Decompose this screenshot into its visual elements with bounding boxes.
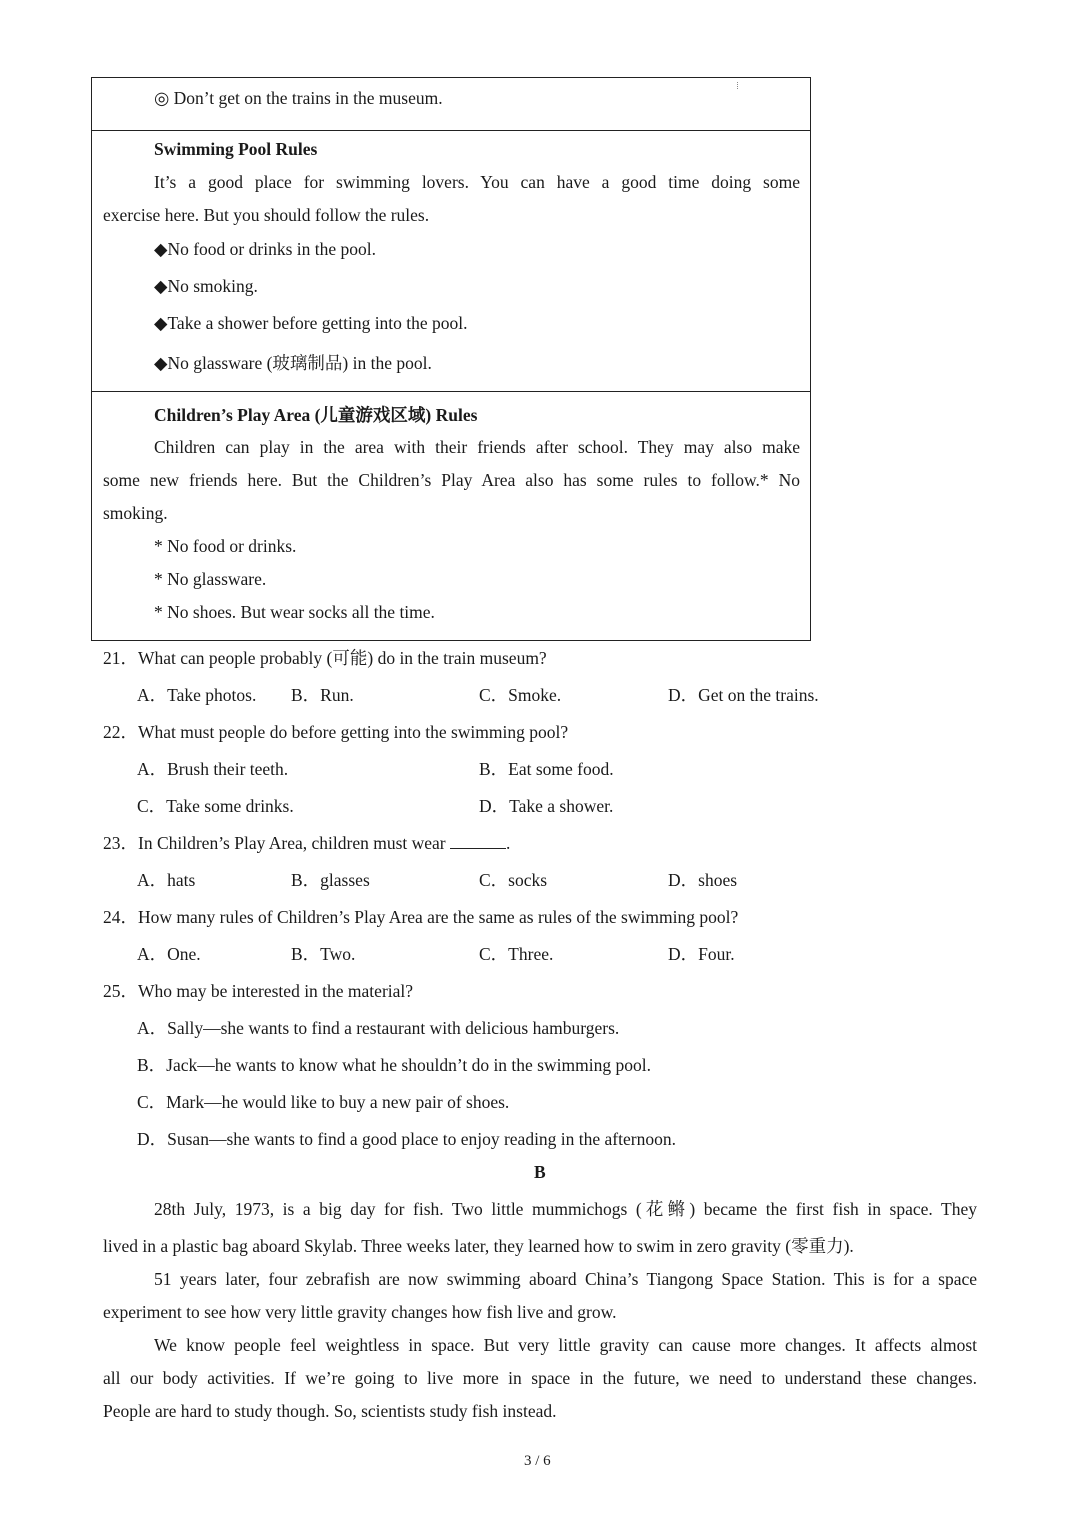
question-stem: 25．Who may be interested in the material? [103, 981, 414, 1001]
play-area-rule-item: * No glassware. [154, 569, 267, 589]
page-number: 3 / 6 [524, 1453, 551, 1469]
answer-option[interactable]: A．Take photos. [137, 685, 257, 705]
answer-option[interactable]: C．Mark—he would like to buy a new pair of shoes. [137, 1092, 510, 1112]
play-area-rule-item: * No shoes. But wear socks all the time. [154, 602, 435, 622]
play-area-intro-line: some new friends here. But the Children’s Play Area also has some rules to follow.* No [103, 470, 800, 490]
question-stem: 24．How many rules of Children’s Play Area are the same as rules of the swimming pool? [103, 907, 739, 927]
pool-rule-item: ◆No food or drinks in the pool. [154, 239, 376, 259]
passage-line: all our body activities. If we’re going to live more in space in the future, we need to understand these changes. [103, 1368, 977, 1388]
question-stem-end: . [506, 833, 511, 853]
answer-option[interactable]: C．Take some drinks. [137, 796, 294, 816]
play-area-rule-item: * No food or drinks. [154, 536, 297, 556]
answer-option[interactable]: A．Brush their teeth. [137, 759, 289, 779]
answer-option[interactable]: A．One. [137, 944, 201, 964]
answer-option[interactable]: B．Eat some food. [479, 759, 614, 779]
answer-option[interactable]: B．Run. [291, 685, 354, 705]
question-stem: 21．What can people probably (可能) do in the train museum? [103, 648, 547, 668]
answer-option[interactable]: D．shoes [668, 870, 738, 890]
question-stem [103, 830, 510, 855]
question-stem-text: 23．In Children’s Play Area, children must wear [103, 833, 451, 853]
pool-rule-item: ◆Take a shower before getting into the pool. [154, 313, 468, 333]
pool-intro-line: It’s a good place for swimming lovers. You can have a good time doing some [154, 172, 800, 192]
play-area-intro-line: smoking. [103, 503, 168, 523]
play-area-intro-line: Children can play in the area with their friends after school. They may also make [154, 437, 800, 457]
passage-line: 28th July, 1973, is a big day for fish. Two little mummichogs (花鳉) became the first fish in space. They [154, 1199, 977, 1219]
answer-option[interactable]: D．Four. [668, 944, 735, 964]
answer-option[interactable]: C．socks [479, 870, 548, 890]
answer-option[interactable]: D．Take a shower. [479, 796, 614, 816]
pool-rules-title: Swimming Pool Rules [154, 139, 318, 159]
section-heading: B [534, 1162, 546, 1182]
museum-rule-item: ◎ Don’t get on the trains in the museum. [154, 88, 443, 108]
answer-option[interactable]: D．Susan—she wants to find a good place to enjoy reading in the afternoon. [137, 1129, 676, 1149]
answer-option[interactable]: A．hats [137, 870, 196, 890]
question-stem: 22．What must people do before getting into the swimming pool? [103, 722, 569, 742]
passage-line: experiment to see how very little gravity changes how fish live and grow. [103, 1302, 617, 1322]
answer-option[interactable]: A．Sally—she wants to find a restaurant with delicious hamburgers. [137, 1018, 620, 1038]
answer-option[interactable]: C．Three. [479, 944, 554, 964]
answer-option[interactable]: B．Jack—he wants to know what he shouldn’t do in the swimming pool. [137, 1055, 651, 1075]
answer-option[interactable]: C．Smoke. [479, 685, 562, 705]
passage-line: lived in a plastic bag aboard Skylab. Three weeks later, they learned how to swim in zero gravity (零重力). [103, 1236, 854, 1256]
pool-rule-item: ◆No glassware (玻璃制品) in the pool. [154, 353, 432, 373]
answer-option[interactable]: B．Two. [291, 944, 356, 964]
pool-rule-item: ◆No smoking. [154, 276, 258, 296]
passage-line: 51 years later, four zebrafish are now swimming aboard China’s Tiangong Space Station. This is for a space [154, 1269, 977, 1289]
scan-mark [737, 82, 739, 89]
answer-option[interactable]: D．Get on the trains. [668, 685, 819, 705]
answer-blank [450, 834, 506, 849]
pool-intro-line: exercise here. But you should follow the rules. [103, 205, 430, 225]
answer-option[interactable]: B．glasses [291, 870, 370, 890]
play-area-title: Children’s Play Area (儿童游戏区域) Rules [154, 405, 478, 425]
passage-line: We know people feel weightless in space. But very little gravity can cause more changes. It affects almost [154, 1335, 977, 1355]
passage-line: People are hard to study though. So, scientists study fish instead. [103, 1401, 557, 1421]
